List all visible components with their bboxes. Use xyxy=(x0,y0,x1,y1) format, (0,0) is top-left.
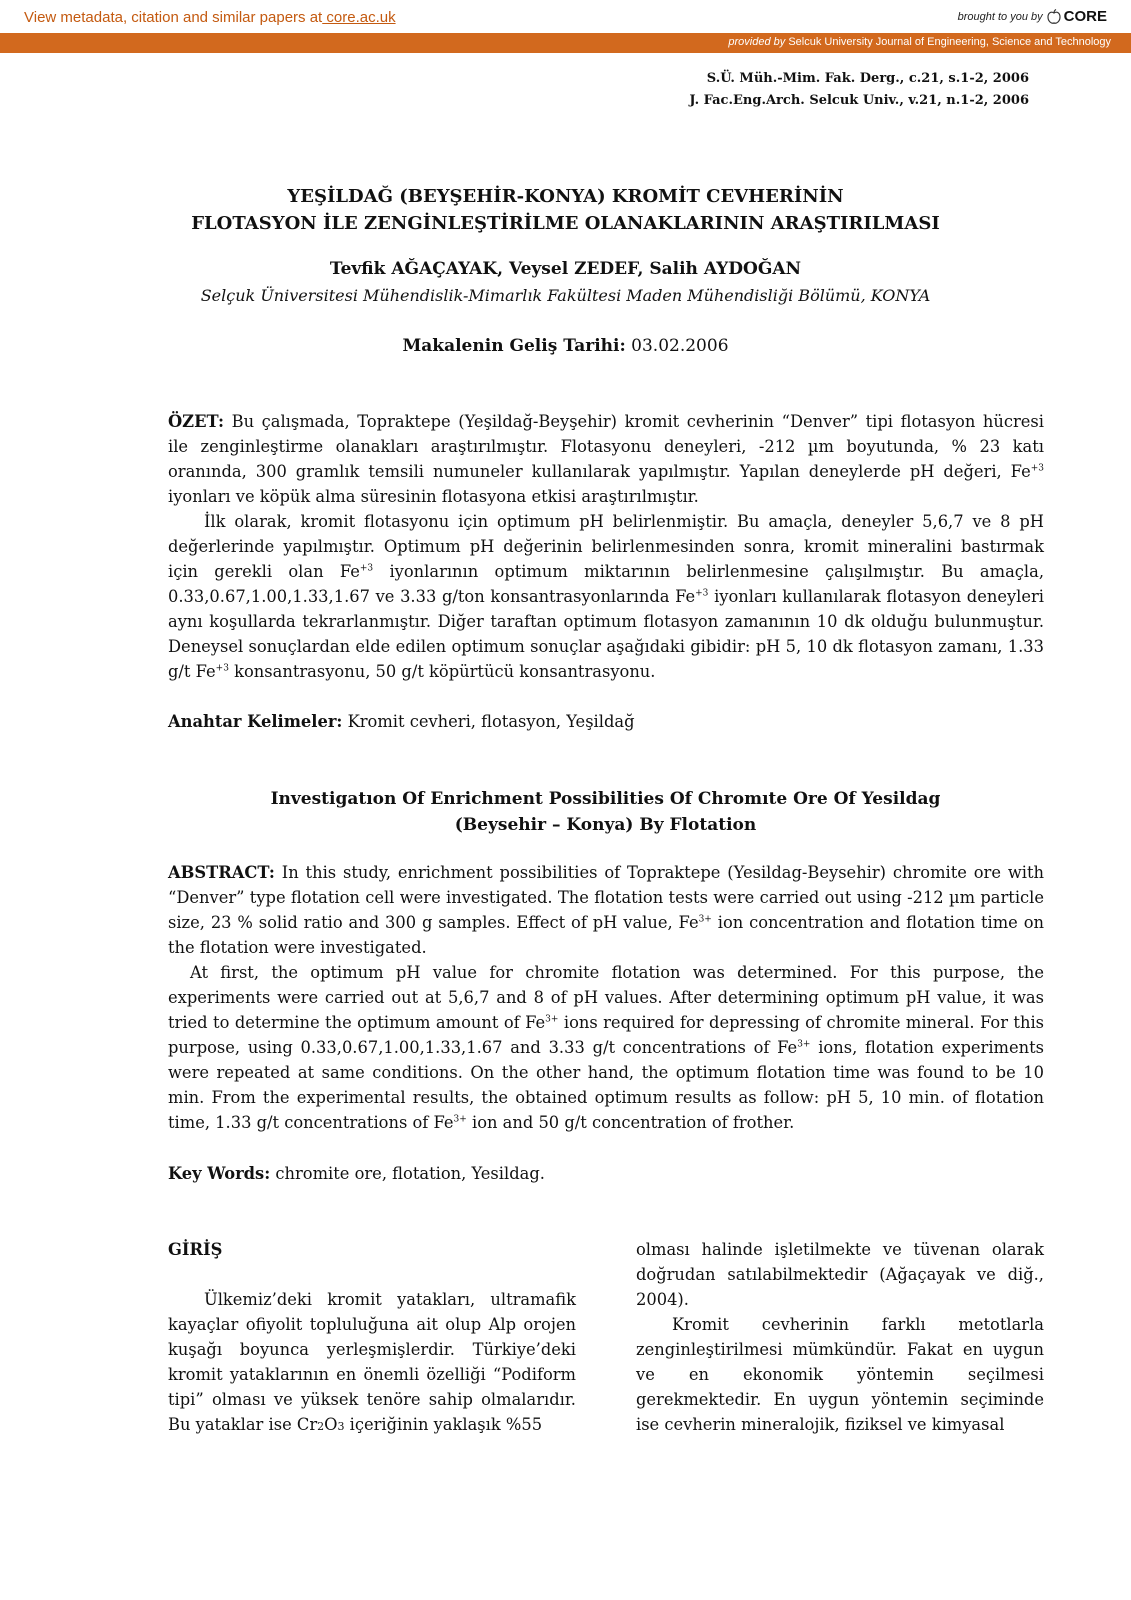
ozet-section xyxy=(168,409,1044,684)
journal-line-tr: S.Ü. Müh.-Mim. Fak. Derg., c.21, s.1-2, 2006 xyxy=(706,71,1029,86)
provided-by-bar[interactable] xyxy=(0,33,1131,53)
core-domain-link[interactable]: core.ac.uk xyxy=(322,9,396,26)
giris-paragraph-right-2: Kromit cevherinin farklı metotlarla zenginleştirilmesi mümkündür. Fakat en uygun ve en ekonomik yöntemin seçilmesi gerekmektedir. En uygun yöntemin seçiminde ise cevherin mineralojik, fiziksel ve kimyasal xyxy=(636,1315,1044,1434)
right-column xyxy=(636,1237,1044,1437)
affiliation: Selçuk Üniversitesi Mühendislik-Mimarlık Fakültesi Maden Mühendisliği Bölümü, KONYA xyxy=(200,286,931,305)
journal-citation xyxy=(689,68,1029,112)
abstract-section xyxy=(168,860,1044,1135)
english-title: Investigatıon Of Enrichment Possibilities Of Chromıte Ore Of Yesildag (Beysehir – Konya) By Flotation xyxy=(270,789,941,835)
giris-paragraph-left: Ülkemiz’deki kromit yatakları, ultramafik kayaçlar ofiyolit topluluğuna ait olup Alp orojen kuşağı boyunca yerleşmişlerdir. Türkiye’deki kromit yataklarının en önemli özelliği “Podiform tipi” olması ve yüksek tenöre sahip olmalarıdır. Bu yataklar ise Cr2O3 içeriğinin yaklaşık %55 xyxy=(168,1290,576,1434)
provided-label: provided by xyxy=(728,36,786,48)
core-logo[interactable]: CORE xyxy=(1047,8,1107,25)
abstract-paragraph-2: At first, the optimum pH value for chromite flotation was determined. For this purpose, the experiments were carried out at 5,6,7 and 8 of pH values. After determining optimum pH value, it was tried to determine the optimum amount of $Fe^{3+}$ ions required for depressing of chromite mineral. For this purpose, using 0.33,0.67,1.00,1.33,1.67 and 3.33 g/t concentrations of $Fe^{3+}$ ions, flotation experiments were repeated at same conditions. On the other hand, the optimum flotation time was found to be 10 min. From the experimental results, the obtained optimum results as follow: pH 5, 10 min. of flotation time, 1.33 g/t concentrations of $Fe^{3+}$ ion and 50 g/t concentration of frother. xyxy=(168,963,1045,1132)
giris-heading: GİRİŞ xyxy=(168,1240,223,1259)
authors: Tevfik AĞAÇAYAK, Veysel ZEDEF, Salih AYDOĞAN xyxy=(329,259,802,279)
key-words: Key Words: chromite ore, flotation, Yesildag. xyxy=(168,1164,545,1183)
giris-paragraph-right-1: olması halinde işletilmekte ve tüvenan olarak doğrudan satılabilmektedir (Ağaçayak ve diğ., 2004). xyxy=(636,1240,1044,1309)
brought-by[interactable]: brought to you by CORE xyxy=(957,8,1107,25)
paper-title: YEŞİLDAĞ (BEYŞEHİR-KONYA) KROMİT CEVHERİNİN FLOTASYON İLE ZENGİNLEŞTİRİLME OLANAKLARININ ARAŞTIRILMASI xyxy=(191,186,940,234)
received-date: Makalenin Geliş Tarihi: 03.02.2006 xyxy=(402,336,729,356)
ozet-paragraph-1: ÖZET: Bu çalışmada, Topraktepe (Yeşildağ-Beyşehir) kromit cevherinin “Denver” tipi flotasyon hücresi ile zenginleştirme olanakları araştırılmıştır. Flotasyonu deneyleri, -212 µm boyutunda, % 23 katı oranında, 300 gramlık temsili numuneler kullanılarak yapılmıştır. Yapılan deneylerde pH değeri, $Fe^{+3}$ iyonları ve köpük alma süresinin flotasyona etkisi araştırılmıştır. xyxy=(168,412,1044,506)
anahtar-kelimeler: Anahtar Kelimeler: Kromit cevheri, flotasyon, Yeşildağ xyxy=(168,712,635,731)
provided-source: Selcuk University Journal of Engineering, Science and Technology xyxy=(788,36,1111,48)
journal-line-en: J. Fac.Eng.Arch. Selcuk Univ., v.21, n.1-2, 2006 xyxy=(689,93,1029,108)
left-column xyxy=(168,1237,576,1439)
ozet-paragraph-2: İlk olarak, kromit flotasyonu için optimum pH belirlenmiştir. Bu amaçla, deneyler 5,6,7 ve 8 pH değerlerinde yapılmıştır. Optimum pH değerinin belirlenmesinden sonra, kromit mineralini bastırmak için gerekli olan $Fe^{+3}$ iyonlarının optimum miktarının belirlenmesine çalışılmıştır. Bu amaçla, 0.33,0.67,1.00,1.33,1.67 ve 3.33 g/ton konsantrasyonlarında $Fe^{+3}$ iyonları kullanılarak flotasyon deneyleri aynı koşullarda tekrarlanmıştır. Diğer taraftan optimum flotasyon zamanının 10 dk olduğu bulunmuştur. Deneysel sonuçlardan elde edilen optimum sonuçlar aşağıdaki gibidir: pH 5, 10 dk flotasyon zamanı, 1.33 g/t $Fe^{+3}$ konsantrasyonu, 50 g/t köpürtücü konsantrasyonu. xyxy=(168,512,1044,681)
core-apple-icon xyxy=(1047,9,1061,25)
view-metadata-link[interactable]: View metadata, citation and similar papers at core.ac.uk xyxy=(24,9,396,26)
core-header xyxy=(0,0,1131,33)
abstract-paragraph-1: ABSTRACT: In this study, enrichment possibilities of Topraktepe (Yesildag-Beysehir) chromite ore with “Denver” type flotation cell were investigated. The flotation tests were carried out using -212 µm particle size, 23 % solid ratio and 300 g samples. Effect of pH value, $Fe^{3+}$ ion concentration and flotation time on the flotation were investigated. xyxy=(168,863,1044,957)
